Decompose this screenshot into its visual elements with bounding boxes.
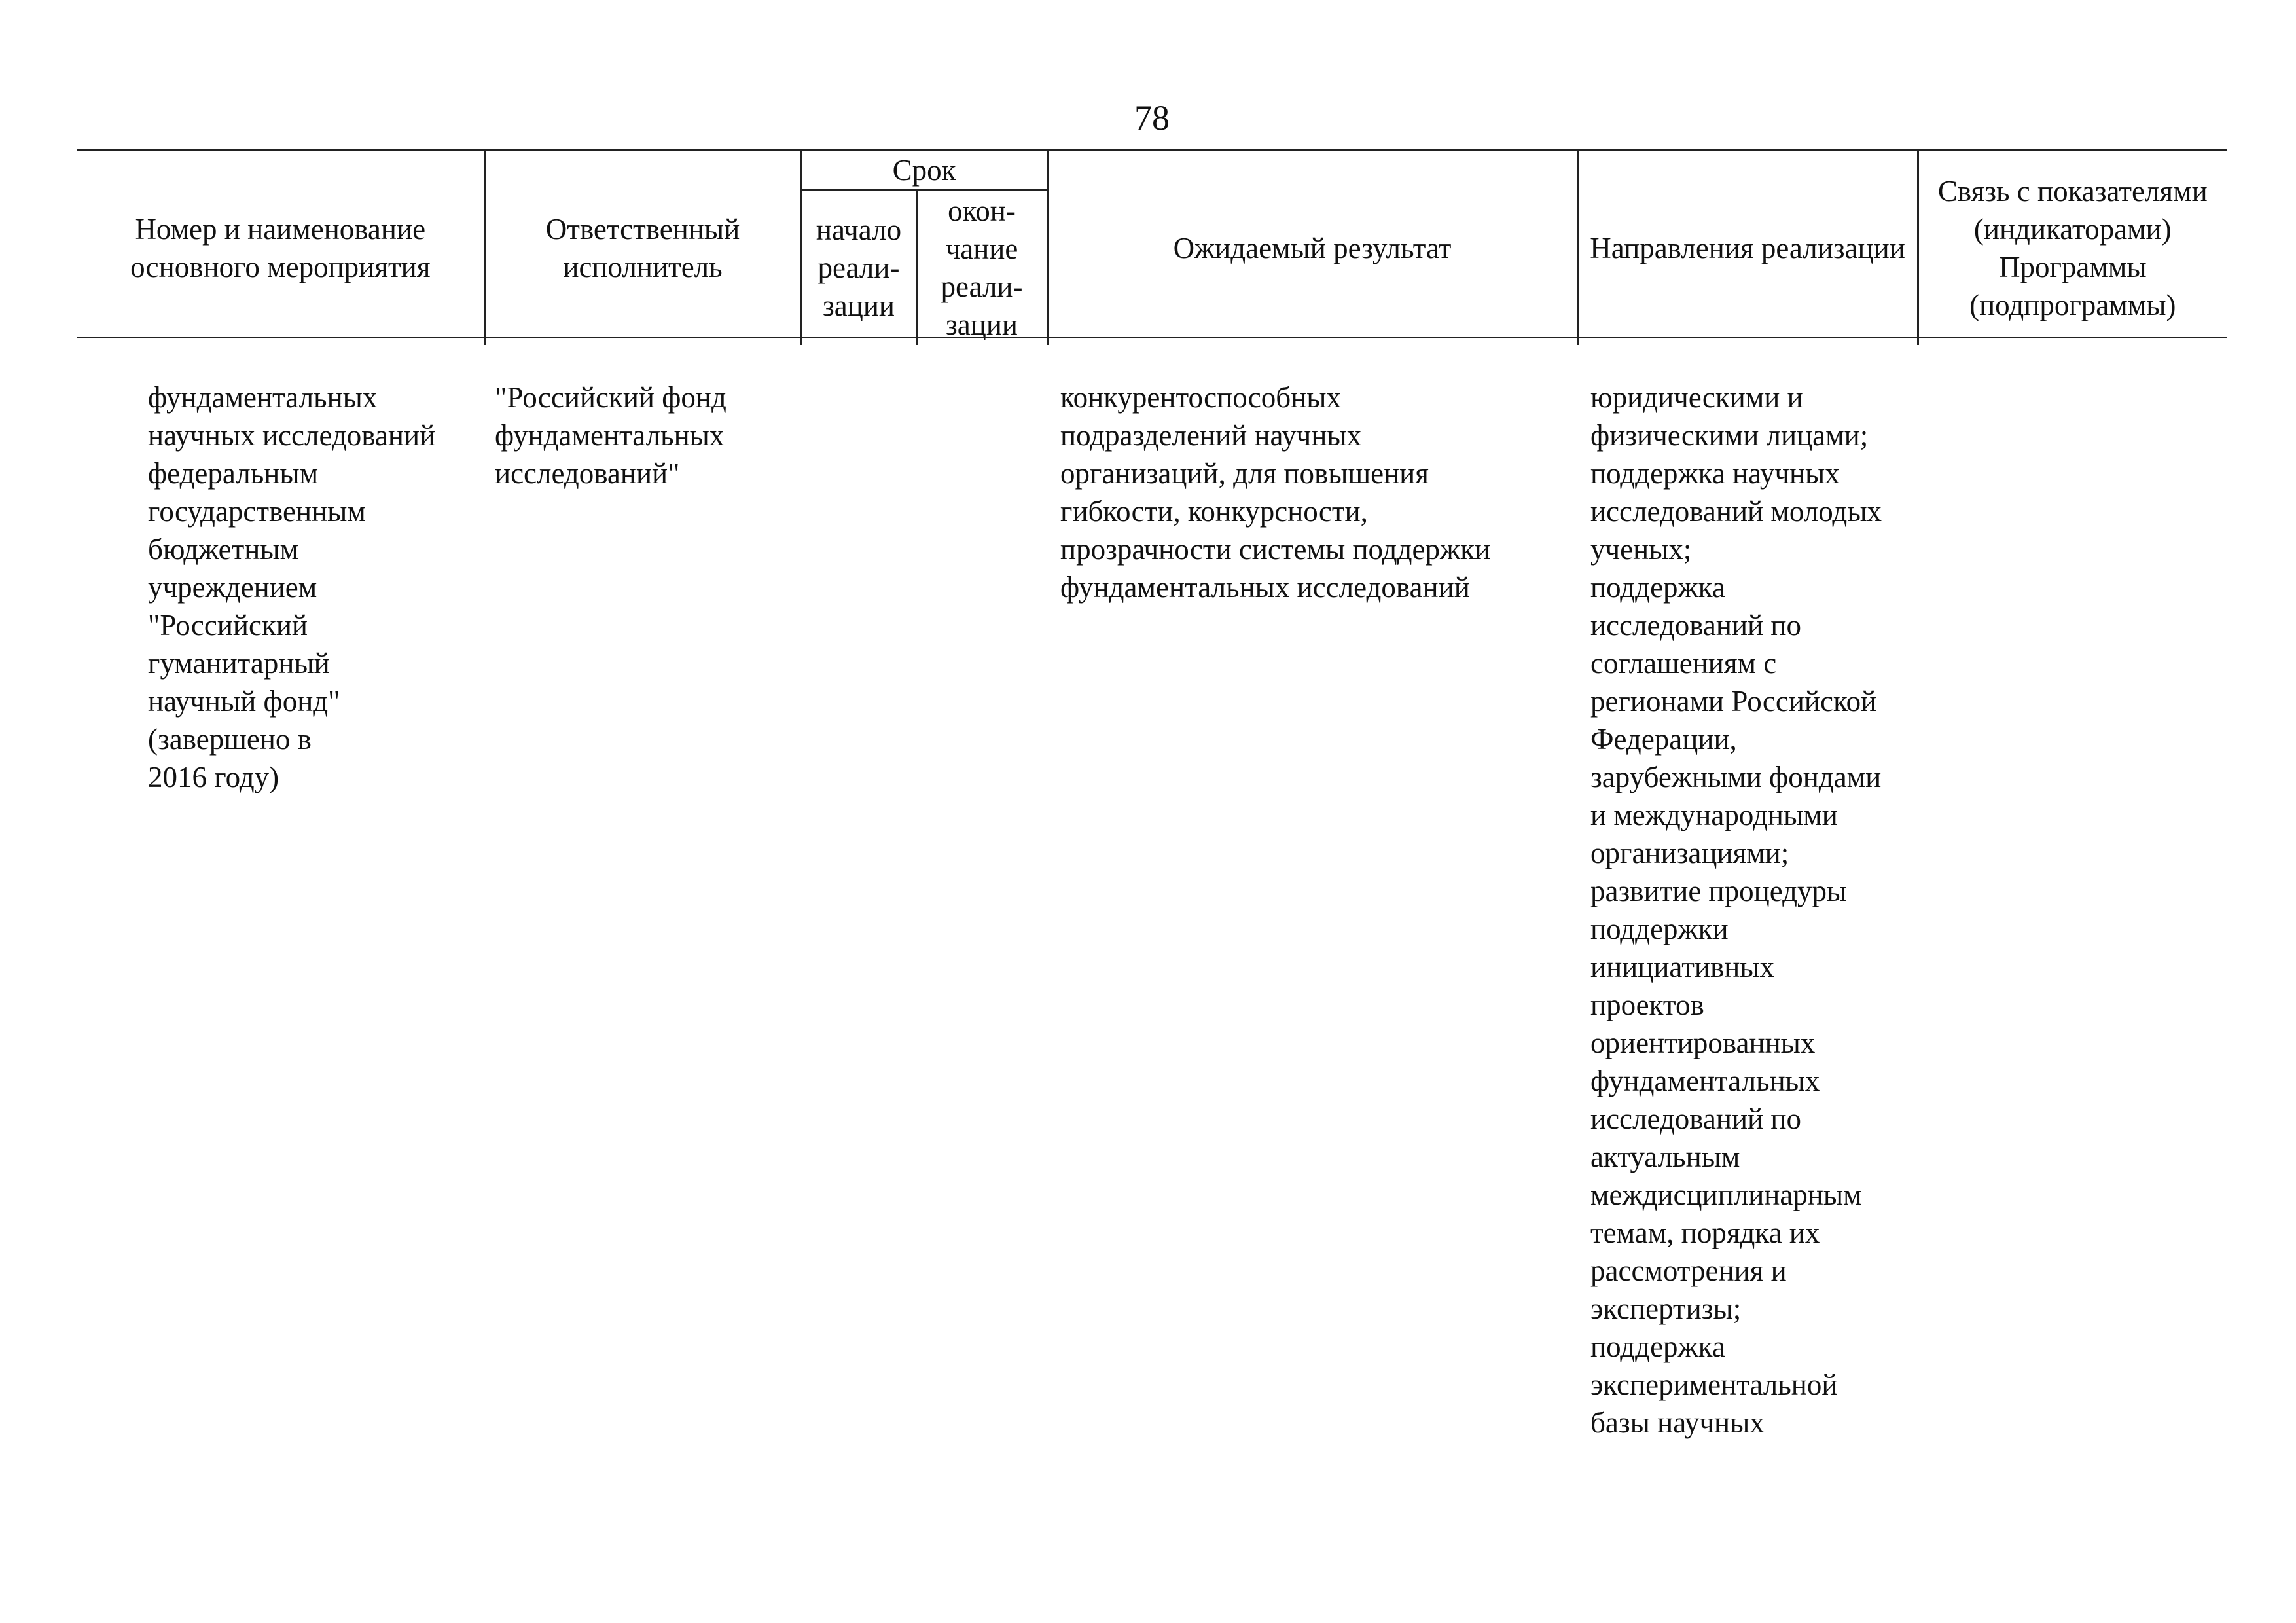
page-number: 78 xyxy=(1134,98,1170,137)
header-indicators-link: Связь с показателями (индикаторами) Программы (подпрограммы) xyxy=(1918,151,2227,346)
header-term-end: окон- чание реали- зации xyxy=(916,190,1047,346)
header-directions: Направления реализации xyxy=(1577,151,1918,346)
cell-event-name: фундаментальных научных исследований федеральным государственным бюджетным учреждением "Российский гуманитарный научный фонд" (завершено в 2016 году) xyxy=(148,381,436,793)
cell-directions: юридическими и физическими лицами; поддержка научных исследований молодых ученых; поддержка исследований по соглашениям с регионами Российской Федерации, зарубежными фондами и международными организациями; развитие процедуры поддержки инициативных проектов ориентированных фундаментальных исследований по актуальным междисциплинарным темам, порядка их рассмотрения и экспертизы; поддержка экспериментальной базы научных xyxy=(1590,381,1882,1439)
header-term-start: начало реали- зации xyxy=(801,190,916,346)
table-header xyxy=(77,149,2227,345)
header-executor: Ответственный исполнитель xyxy=(484,151,801,346)
cell-executor: "Российский фонд фундаментальных исследований" xyxy=(495,381,726,490)
cell-expected-result: конкурентоспособных подразделений научных организаций, для повышения гибкости, конкурсности, прозрачности системы поддержки фундаментальных исследований xyxy=(1060,381,1491,604)
header-bottom-rule xyxy=(77,337,2227,338)
header-expected-result: Ожидаемый результат xyxy=(1047,151,1577,346)
header-term: Срок xyxy=(801,151,1047,190)
header-event-name: Номер и наименование основного мероприятия xyxy=(77,151,484,346)
